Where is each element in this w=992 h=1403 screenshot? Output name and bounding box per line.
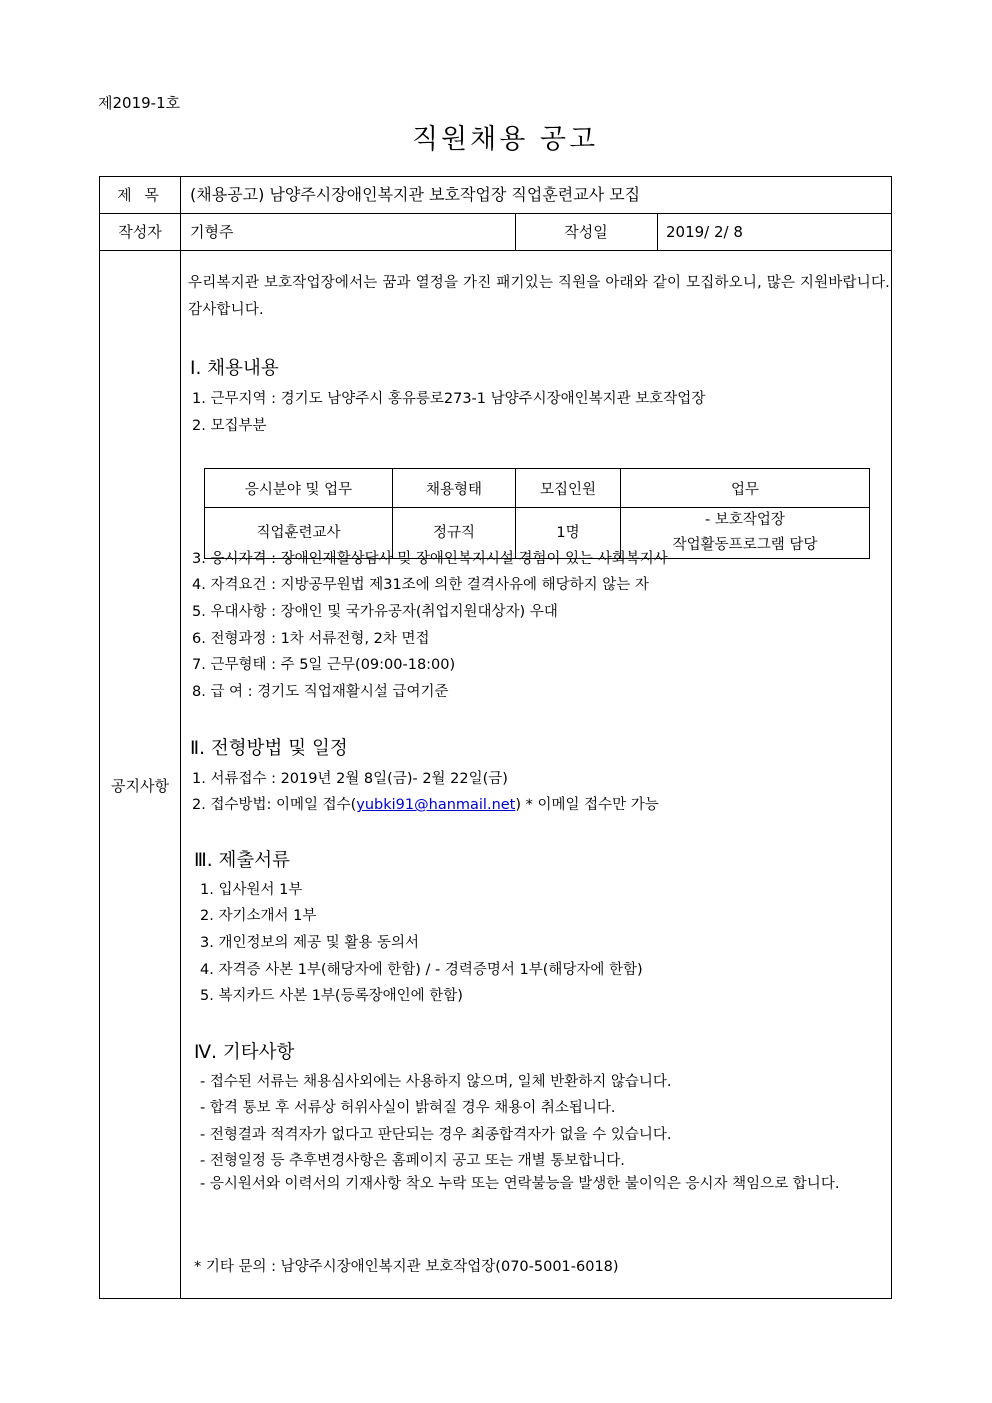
list-item: 4. 자격증 사본 1부(해당자에 한함) / - 경력증명서 1부(해당자에 한함) [200,962,643,978]
row-divider [100,250,891,251]
section-heading-recruitment: Ⅰ. 채용내용 [190,358,279,379]
column-divider [657,213,658,250]
duty-line: 작업활동프로그램 담당 [672,537,818,553]
table-cell-field: 직업훈련교사 [205,508,393,559]
list-item [192,793,659,814]
table-header-field: 응시분야 및 업무 [205,469,393,508]
list-item: 6. 전형과정 : 1차 서류전형, 2차 면접 [192,631,430,647]
list-item: 5. 우대사항 : 장애인 및 국가유공자(취업지원대상자) 우대 [192,604,558,620]
list-item: 2. 자기소개서 1부 [200,908,317,924]
table-header-duty: 업무 [621,469,870,508]
contact-info: * 기타 문의 : 남양주시장애인복지관 보호작업장(070-5001-6018) [194,1259,619,1275]
notice-form [99,176,892,1299]
section-heading-misc: Ⅳ. 기타사항 [194,1042,295,1063]
recruitment-table [204,468,870,559]
recruit-field-item: 2. 모집부분 [192,418,267,434]
list-item: - 접수된 서류는 채용심사외에는 사용하지 않으며, 일체 반환하지 않습니다. [200,1074,672,1090]
document-title: 직원채용 공고 [411,124,599,155]
label-column-divider [180,177,181,1299]
list-item: 7. 근무형태 : 주 5일 근무(09:00-18:00) [192,657,456,673]
list-item: - 전형일정 등 추후변경사항은 홈페이지 공고 또는 개별 통보합니다. [200,1153,625,1169]
section-heading-selection: Ⅱ. 전형방법 및 일정 [190,738,348,759]
author-value: 기형주 [190,223,234,241]
list-item: - 합격 통보 후 서류상 허위사실이 밝혀질 경우 채용이 취소됩니다. [200,1100,616,1116]
table-cell-count: 1명 [516,508,621,559]
table-cell-type: 정규직 [393,508,516,559]
date-value: 2019/ 2/ 8 [666,223,743,241]
method-prefix: 2. 접수방법: 이메일 접수( [192,797,357,813]
date-label: 작성일 [564,223,608,241]
list-item: 5. 복지카드 사본 1부(등록장애인에 한함) [200,988,463,1004]
list-item: 1. 서류접수 : 2019년 2월 8일(금)- 2월 22일(금) [192,771,508,787]
list-item: 8. 급 여 : 경기도 직업재활시설 급여기준 [192,684,449,700]
list-item: 1. 입사원서 1부 [200,882,303,898]
section-heading-documents: Ⅲ. 제출서류 [194,850,291,871]
table-header-count: 모집인원 [516,469,621,508]
list-item: 4. 자격요건 : 지방공무원법 제31조에 의한 결격사유에 해당하지 않는 자 [192,577,649,593]
table-header-type: 채용형태 [393,469,516,508]
duty-line: - 보호작업장 [705,512,785,528]
subject-label: 제 목 [117,186,163,204]
list-item: 3. 개인정보의 제공 및 활용 동의서 [200,935,419,951]
email-link[interactable]: yubki91@hanmail.net [356,797,516,813]
intro-paragraph: 우리복지관 보호작업장에서는 꿈과 열정을 가진 패기있는 직원을 아래와 같이 모집하오니, 많은 지원바랍니다. 감사합니다. [188,275,890,318]
document-number: 제2019-1호 [98,94,181,112]
notice-label: 공지사항 [111,777,169,795]
list-item: - 전형결과 적격자가 없다고 판단되는 경우 최종합격자가 없을 수 있습니다. [200,1127,672,1143]
work-location-item: 1. 근무지역 : 경기도 남양주시 홍유릉로273-1 남양주시장애인복지관 보호작업장 [192,391,706,407]
subject-value: (채용공고) 남양주시장애인복지관 보호작업장 직업훈련교사 모집 [190,185,641,204]
method-suffix: ) * 이메일 접수만 가능 [515,797,659,813]
list-item: - 응시원서와 이력서의 기재사항 착오 누락 또는 연락불능을 발생한 불이익은 응시자 책임으로 합니다. [200,1176,840,1192]
list-item: 3. 응시자격 : 장애인재활상담사 및 장애인복지시설 경험이 있는 사회복지사 [192,551,668,567]
author-label: 작성자 [118,223,162,241]
